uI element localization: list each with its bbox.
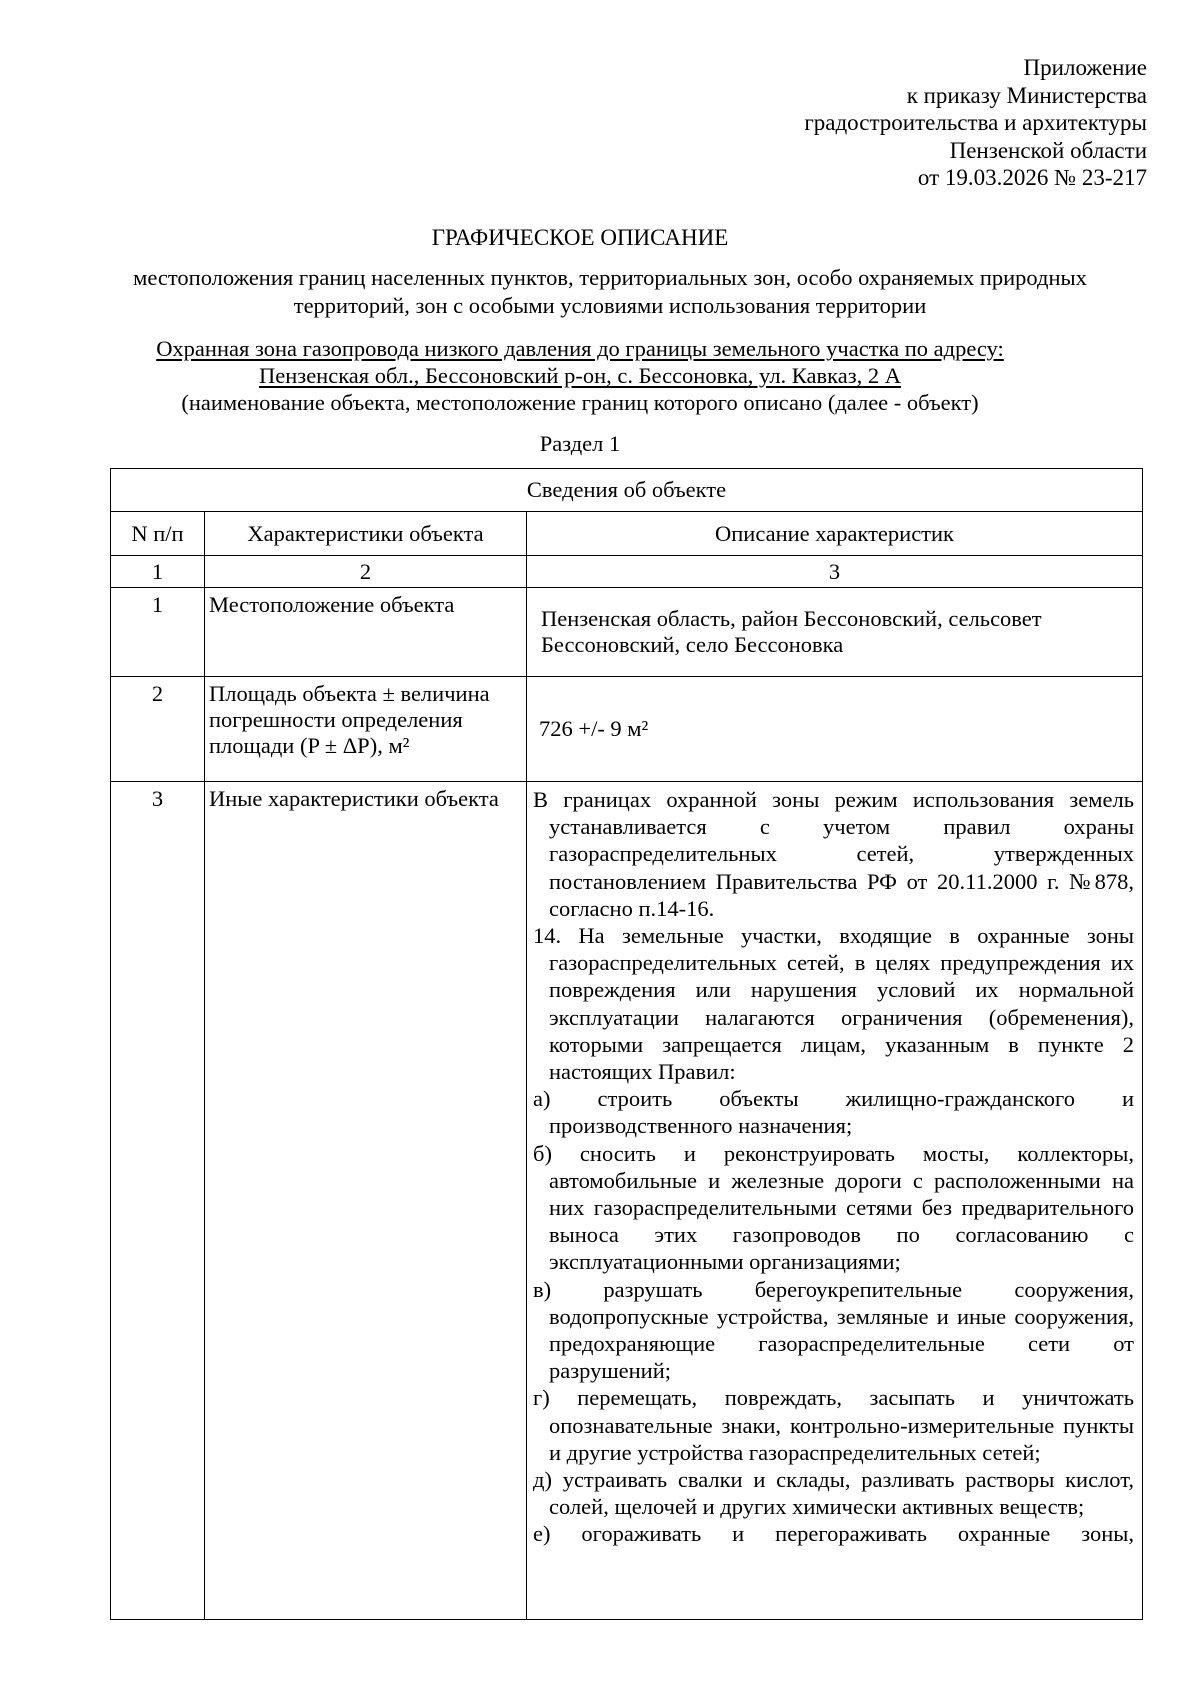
column-number: 3 [527, 556, 1143, 588]
object-name [0, 335, 1160, 389]
description-list-item: г) перемещать, повреждать, засыпать и уничтожать опознавательные знаки, контрольно-измерительные пункты и другие устройства газораспределительных сетей; [533, 1385, 1135, 1465]
row-description [527, 677, 1143, 782]
column-header: N п/п [111, 512, 205, 556]
appendix-block [647, 54, 1147, 192]
appendix-line: Пензенской области [949, 137, 1147, 163]
description-list-item: е) огораживать и перегораживать охранные зоны, [533, 1521, 1135, 1547]
table-row [111, 588, 1143, 677]
object-info-table [110, 468, 1143, 1620]
document-subtitle: местоположения границ населенных пунктов, территориальных зон, особо охраняемых природных территорий, зон с особыми условиями использования территории [133, 265, 1087, 318]
appendix-line: к приказу Министерства [906, 82, 1147, 108]
table-title: Сведения об объекте [111, 469, 1143, 512]
row-description [527, 588, 1143, 677]
row-description-text: 726 +/- 9 м² [539, 716, 649, 741]
description-paragraph: 14. На земельные участки, входящие в охранные зоны газораспределительных сетей, в целях предупреждения их повреждения или нарушения условий их нормальной эксплуатации налагаются ограничения (обременения), которыми запрещается лицам, указанным в пункте 2 настоящих Правил: [533, 923, 1135, 1085]
description-list-item: б) сносить и реконструировать мосты, коллекторы, автомобильные и железные дороги с расположенными на них газораспределительными сетями без предварительного выноса этих газопроводов по согласованию с эксплуатационными организациями; [533, 1140, 1135, 1275]
description-list-item: д) устраивать свалки и склады, разливать растворы кислот, солей, щелочей и других химически активных веществ; [533, 1467, 1135, 1520]
column-header: Характеристики объекта [205, 512, 527, 556]
column-number: 1 [111, 556, 205, 588]
table-row [111, 677, 1143, 782]
row-characteristic: Площадь объекта ± величина погрешности определения площади (P ± ΔP), м² [205, 677, 527, 782]
appendix-line: градостроительства и архитектуры [804, 110, 1147, 135]
appendix-line: Приложение [1023, 55, 1147, 80]
row-number: 3 [111, 782, 205, 1620]
description-paragraph: В границах охранной зоны режим использования земель устанавливается с учетом правил охраны газораспределительных сетей, утвержденных постановлением Правительства РФ от 20.11.2000 г. №878, согласно п.14-16. [533, 787, 1135, 921]
row-characteristic: Местоположение объекта [205, 588, 527, 677]
row-description-text: Пензенская область, район Бессоновский, сельсовет Бессоновский, село Бессоновка [541, 606, 1042, 657]
object-name-line: Пензенская обл., Бессоновский р-он, с. Бессоновка, ул. Кавказ, 2 А [259, 363, 901, 388]
object-name-line: Охранная зона газопровода низкого давления до границы земельного участка по адресу: [156, 336, 1004, 361]
description-list-item: а) строить объекты жилищно-гражданского и производственного назначения; [533, 1086, 1135, 1139]
column-number: 2 [205, 556, 527, 588]
row-description [527, 782, 1143, 1620]
column-number-row [111, 556, 1143, 588]
table-header-row [111, 512, 1143, 556]
section-label: Раздел 1 [539, 431, 621, 456]
table-row [111, 782, 1143, 1620]
column-header: Описание характеристик [527, 512, 1143, 556]
description-list-item: в) разрушать берегоукрепительные сооружения, водопропускные устройства, земляные и иные сооружения, предохраняющие газораспределительные сети от разрушений; [533, 1276, 1135, 1384]
row-number: 1 [111, 588, 205, 677]
object-caption: (наименование объекта, местоположение границ которого описано (далее - объект) [181, 390, 979, 415]
row-number: 2 [111, 677, 205, 782]
row-characteristic: Иные характеристики объекта [205, 782, 527, 1620]
document-title: ГРАФИЧЕСКОЕ ОПИСАНИЕ [431, 225, 729, 250]
appendix-line: от 19.03.2026 № 23-217 [917, 165, 1147, 190]
